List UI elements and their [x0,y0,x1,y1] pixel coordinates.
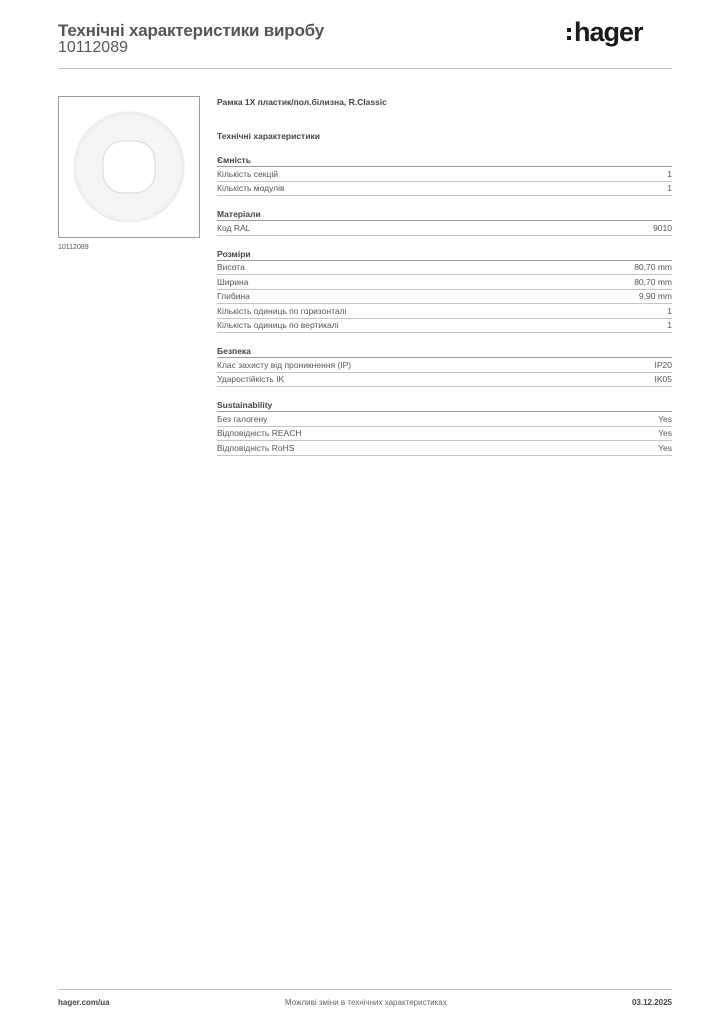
spec-label: Висота [217,262,245,273]
footer-date: 03.12.2025 [631,998,672,1007]
spec-label: Глибина [217,291,250,302]
spec-label: Ударостійкість IK [217,374,285,385]
spec-value: IK05 [654,374,672,385]
spec-label: Відповідність REACH [217,428,302,439]
hager-logo [567,17,643,47]
section-title: Sustainability [217,399,672,412]
image-caption: 10112089 [58,244,89,251]
section-title: Ємність [217,154,672,167]
spec-label: Кількість одиниць по горизонталі [217,305,347,316]
logo-text: hager [574,16,643,47]
spec-value: Yes [658,413,672,424]
spec-label: Кількість модулів [217,183,285,194]
specs-heading: Технічні характеристики [217,131,320,141]
page-title: Технічні характеристики виробу [58,21,324,40]
spec-value: 80,70 mm [634,276,672,287]
spec-value: 80,70 mm [634,262,672,273]
section-capacity [217,154,672,196]
spec-row [217,275,672,290]
frame-image [59,97,199,237]
product-code: 10112089 [58,39,128,56]
spec-value: IP20 [654,359,672,370]
spec-value: 1 [667,320,672,331]
spec-label: Клас захисту від проникнення (IP) [217,359,352,370]
spec-value: 1 [667,183,672,194]
spec-row [217,261,672,276]
spec-value: 1 [667,305,672,316]
spec-row [217,182,672,197]
section-dimensions [217,248,672,334]
section-title: Матеріали [217,208,672,221]
spec-row [217,427,672,442]
spec-label: Ширина [217,276,249,287]
spec-row [217,304,672,319]
spec-value: Yes [658,442,672,453]
spec-row [217,412,672,427]
spec-value: 9,90 mm [638,291,672,302]
spec-label: Код RAL [217,222,251,233]
spec-row [217,319,672,334]
section-safety [217,345,672,387]
spec-row [217,221,672,236]
footer-divider [58,989,672,990]
spec-row [217,167,672,182]
spec-label: Відповідність RoHS [217,442,295,453]
product-image [58,96,200,238]
spec-row [217,290,672,305]
spec-label: Без галогену [217,413,268,424]
header-divider [58,68,672,69]
section-materials [217,208,672,236]
logo-colon-mark [567,28,571,40]
spec-row [217,358,672,373]
spec-label: Кількість одиниць по вертикалі [217,320,339,331]
spec-row [217,373,672,388]
section-title: Розміри [217,248,672,261]
spec-label: Кількість секцій [217,168,278,179]
section-sustainability [217,399,672,456]
product-name: Рамка 1X пластик/пол.білизна, R.Classic [217,97,387,107]
spec-value: 9010 [653,222,672,233]
spec-row [217,441,672,456]
spec-value: Yes [658,428,672,439]
footer-website-link[interactable]: hager.com/ua [58,998,110,1007]
section-title: Безпека [217,345,672,358]
footer-note: Можливі зміни в технічних характеристиках [285,998,447,1007]
specifications [217,96,672,456]
spec-value: 1 [667,168,672,179]
